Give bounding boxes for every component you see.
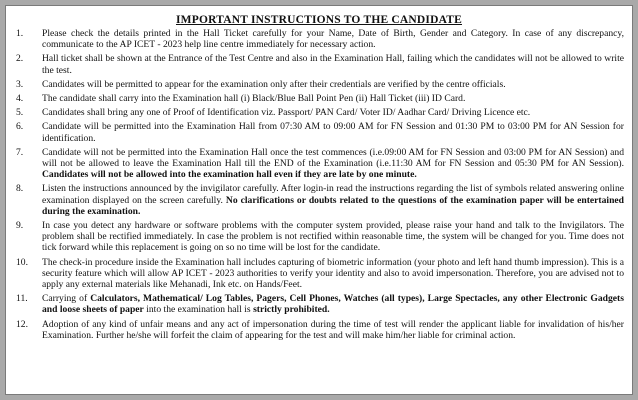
- instruction-text-part: The candidate shall carry into the Examination hall (i) Black/Blue Ball Point Pen (ii) Hall Ticket (iii) ID Card.: [42, 93, 466, 105]
- instruction-item: [16, 147, 624, 181]
- instruction-text: [42, 257, 624, 291]
- instruction-text-bold: No clarifications or doubts related to the questions of the examination paper will be entertained during the examination.: [42, 194, 624, 217]
- instruction-item: [16, 257, 624, 291]
- instruction-text-part: Candidates will be permitted to appear for the examination only after their credentials are verified by the centre officials.: [42, 78, 506, 90]
- instruction-text: [42, 220, 624, 254]
- instruction-item: [16, 53, 624, 75]
- instruction-number: 2.: [16, 53, 24, 65]
- instruction-text: [42, 107, 624, 118]
- instruction-text-part: The check-in procedure inside the Examination hall includes capturing of biometric information (your photo and left hand thumb impression). This is a security feature which will allow AP ICET - 2023 authorities to verify your identity and also to avoid impersonation. Therefore, you are advised not to apply any external materials like Mehanadi, Ink etc. on Hands/Feet.: [42, 256, 624, 291]
- instruction-number: 12.: [16, 318, 28, 330]
- instruction-number: 10.: [16, 256, 28, 268]
- instruction-number: 5.: [16, 107, 24, 119]
- instruction-text-part: Candidate will not be permitted into the Examination Hall once the test commences (i.e.09:00 AM for FN Session and 03:00 PM for AN Session) and will not be allowed to leave the Examination Hall till the END of the Examination (i.e.11:30 AM for FN Session and 05:30 PM for AN Session).: [42, 146, 624, 170]
- instruction-number: 9.: [16, 220, 24, 232]
- instruction-number: 8.: [16, 183, 24, 195]
- instruction-item: [16, 121, 624, 143]
- instruction-item: [16, 293, 624, 315]
- instruction-text-part: into the examination hall is: [143, 304, 254, 316]
- instruction-item: [16, 93, 624, 104]
- instruction-text: [42, 293, 624, 315]
- instruction-number: 1.: [16, 28, 24, 39]
- instruction-text-part: Adoption of any kind of unfair means and any act of impersonation during the time of test will render the applicant liable for invalidation of his/her Examination. Further he/she will forfeit the claim of appearing for the test and will make him/her liable for criminal action.: [42, 318, 624, 341]
- instruction-text-part: In case you detect any hardware or software problems with the computer system provided, please raise your hand and talk to the Invigilators. The problem shall be rectified immediately. In case the problem is not rectified within reasonable time, the system will be changed for you. Time does not tick forward while this replacement is going on so no time will be lost for the candidate.: [42, 220, 624, 254]
- instruction-item: [16, 28, 624, 50]
- instruction-text: [42, 53, 624, 75]
- instruction-text-bold: Calculators, Mathematical/ Log Tables, Pagers, Cell Phones, Watches (all types), Large Spectacles, any other Electronic Gadgets and loose sheets of paper: [42, 293, 624, 316]
- instruction-text: [42, 79, 624, 90]
- instruction-text: [42, 147, 624, 181]
- instruction-text: [42, 121, 624, 143]
- instructions-panel: [5, 5, 633, 395]
- instruction-item: [16, 79, 624, 90]
- instruction-item: [16, 220, 624, 254]
- instruction-text: [42, 93, 624, 104]
- instruction-number: 7.: [16, 146, 24, 158]
- instruction-text-bold: strictly prohibited.: [253, 304, 330, 316]
- instruction-item: [16, 107, 624, 118]
- instruction-text-part: Listen the instructions announced by the invigilator carefully. After login-in read the instructions regarding the list of symbols related answering online examination displayed on the screen carefully.: [42, 183, 624, 206]
- instruction-text-part: Hall ticket shall be shown at the Entrance of the Test Centre and also in the Examination Hall, failing which the candidates will not be allowed to write the test.: [42, 53, 624, 76]
- instruction-number: 3.: [16, 78, 24, 90]
- instruction-text-part: Candidate will be permitted into the Examination Hall from 07:30 AM to 09:00 AM for FN Session and 01:30 PM to 03:00 PM for AN Session for identification.: [42, 121, 624, 144]
- page-title: IMPORTANT INSTRUCTIONS TO THE CANDIDATE: [175, 14, 462, 26]
- instruction-text-part: Candidates shall bring any one of Proof of Identification viz. Passport/ PAN Card/ Voter ID/ Aadhar Card/ Driving Licence etc.: [42, 107, 531, 119]
- instruction-text-bold: Candidates will not be allowed into the examination hall even if they are late by one minute.: [42, 169, 417, 181]
- instruction-number: 4.: [16, 93, 24, 105]
- instruction-item: [16, 183, 624, 217]
- instructions-list: [6, 28, 632, 341]
- instruction-text: [42, 183, 624, 217]
- instruction-item: [16, 319, 624, 341]
- instruction-text: [42, 319, 624, 341]
- instruction-number: 11.: [16, 293, 28, 305]
- instruction-number: 6.: [16, 121, 24, 133]
- instruction-text: [42, 28, 624, 50]
- instruction-text-part: Please check the details printed in the Hall Ticket carefully for your Name, Date of Birth, Gender and Category. In case of any discrepancy, communicate to the AP ICET - 2023 help line centre immediately for necessary action.: [42, 28, 624, 51]
- instruction-text-part: Carrying of: [42, 293, 91, 305]
